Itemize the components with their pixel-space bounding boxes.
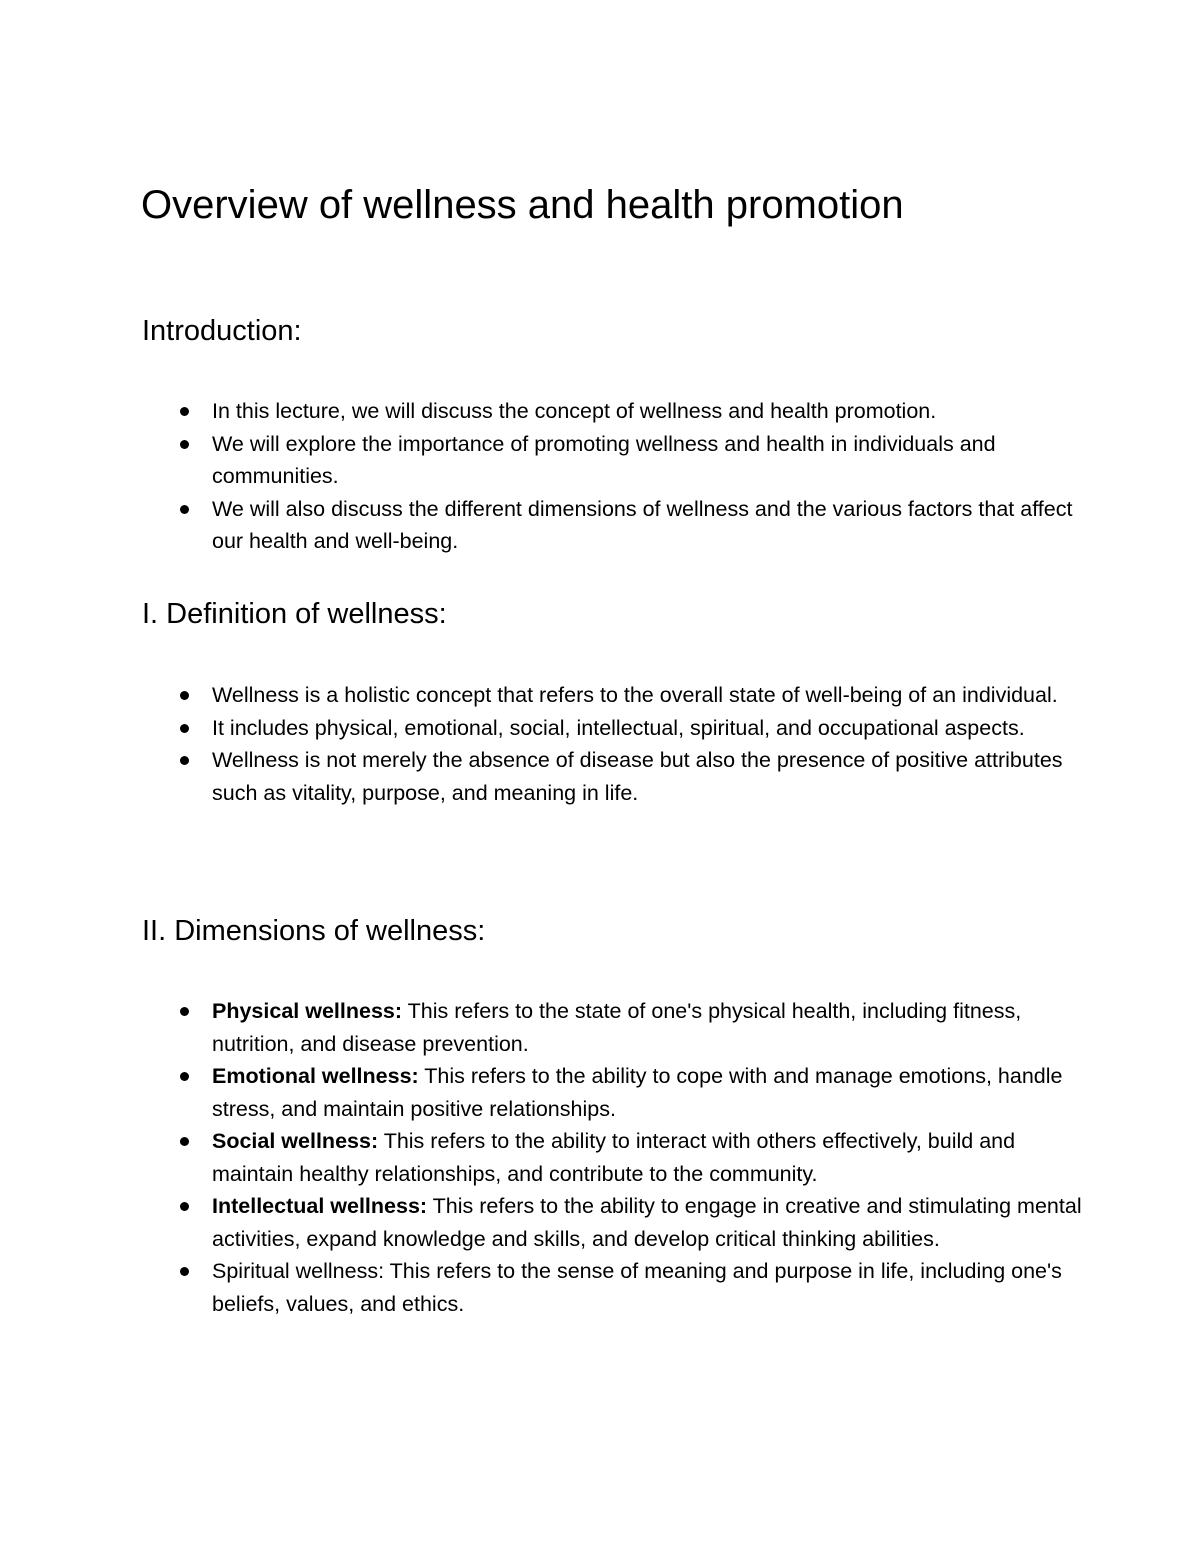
- bullet-icon: [180, 440, 189, 449]
- bullet-icon: [180, 1202, 189, 1211]
- list-item-term: Emotional wellness:: [212, 1064, 419, 1088]
- list-item: [212, 1255, 1082, 1320]
- list-item: [212, 679, 1082, 712]
- bullet-icon: [180, 407, 189, 416]
- list-item-term: Social wellness:: [212, 1129, 379, 1153]
- section-heading-dimensions: II. Dimensions of wellness:: [142, 915, 486, 947]
- list-item-text: This refers to the ability to cope with and manage emotions, handle stress, and maintain positive relationships.: [212, 1064, 1063, 1121]
- list-item: [212, 395, 1082, 428]
- list-item: [212, 1190, 1082, 1255]
- bullet-icon: [180, 1007, 189, 1016]
- document-title: Overview of wellness and health promotion: [141, 183, 904, 227]
- definition-list: [212, 679, 1082, 809]
- introduction-list: [212, 395, 1082, 558]
- list-item-text: This refers to the state of one's physical health, including fitness, nutrition, and disease prevention.: [212, 999, 1022, 1056]
- list-item-text: It includes physical, emotional, social, intellectual, spiritual, and occupational aspects.: [212, 715, 1025, 740]
- list-item: [212, 1125, 1082, 1190]
- list-item-text: This refers to the ability to interact with others effectively, build and maintain healthy relationships, and contribute to the community.: [212, 1129, 1016, 1186]
- list-item-text: We will also discuss the different dimensions of wellness and the various factors that affect our health and well-being.: [212, 496, 1073, 553]
- list-item: [212, 712, 1082, 745]
- list-item-text: Wellness is not merely the absence of disease but also the presence of positive attributes such as vitality, purpose, and meaning in life.: [212, 748, 1063, 805]
- bullet-icon: [180, 691, 189, 700]
- list-item-text: Wellness is a holistic concept that refers to the overall state of well-being of an individual.: [212, 683, 1058, 707]
- list-item: [212, 1060, 1082, 1125]
- bullet-icon: [180, 756, 189, 765]
- list-item-text: We will explore the importance of promoting wellness and health in individuals and communities.: [212, 431, 996, 488]
- section-heading-definition: I. Definition of wellness:: [142, 598, 447, 630]
- dimensions-list: [212, 995, 1082, 1320]
- list-item-text: Spiritual wellness: This refers to the sense of meaning and purpose in life, including one's beliefs, values, and ethics.: [212, 1259, 1062, 1316]
- list-item: [212, 428, 1082, 493]
- bullet-icon: [180, 1137, 189, 1146]
- bullet-icon: [180, 1072, 189, 1081]
- list-item-text: This refers to the ability to engage in creative and stimulating mental activities, expand knowledge and skills, and develop critical thinking abilities.: [212, 1194, 1082, 1251]
- list-item-term: Physical wellness:: [212, 999, 403, 1023]
- list-item: [212, 995, 1082, 1060]
- list-item-text: In this lecture, we will discuss the concept of wellness and health promotion.: [212, 399, 937, 423]
- list-item: [212, 744, 1082, 809]
- list-item-term: Intellectual wellness:: [212, 1194, 428, 1218]
- bullet-icon: [180, 724, 189, 733]
- bullet-icon: [180, 1267, 189, 1276]
- list-item: [212, 493, 1082, 558]
- section-heading-introduction: Introduction:: [142, 315, 302, 347]
- bullet-icon: [180, 505, 189, 514]
